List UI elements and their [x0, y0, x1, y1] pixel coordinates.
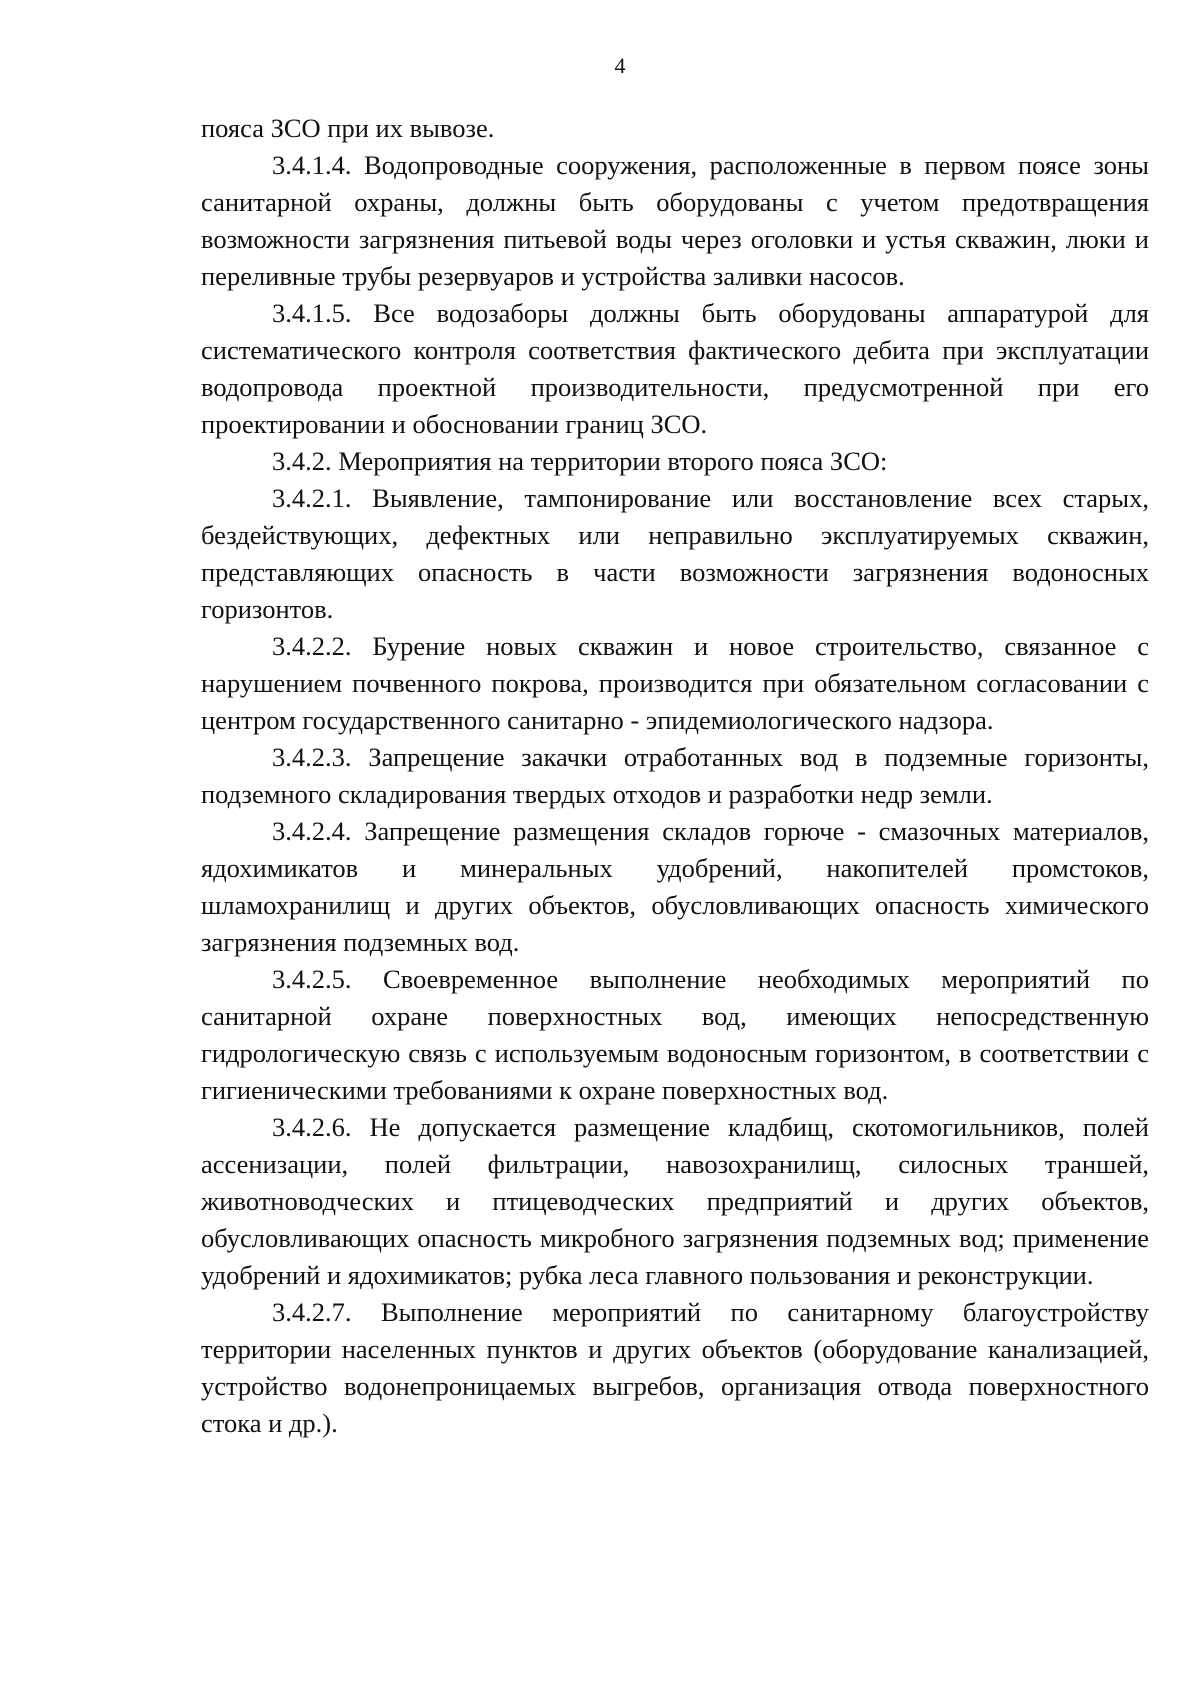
paragraph-3-4-2-4: 3.4.2.4. Запрещение размещения складов горюче - смазочных материалов, ядохимикатов и минеральных удобрений, накопителей промстоков, шламохранилищ и других объектов, обусловливающих опасность химического загрязнения подземных вод. — [201, 816, 1149, 957]
paragraph-3-4-2-5: 3.4.2.5. Своевременное выполнение необходимых мероприятий по санитарной охране поверхностных вод, имеющих непосредственную гидрологическую связь с используемым водоносным горизонтом, в соответствии с гигиеническими требованиями к охране поверхностных вод. — [201, 964, 1149, 1105]
paragraph-3-4-2-1: 3.4.2.1. Выявление, тампонирование или восстановление всех старых, бездействующих, дефектных или неправильно эксплуатируемых скважин, представляющих опасность в части возможности загрязнения водоносных горизонтов. — [201, 483, 1149, 624]
paragraph-continuation: пояса ЗСО при их вывозе. — [201, 113, 495, 143]
paragraph-3-4-2-2: 3.4.2.2. Бурение новых скважин и новое строительство, связанное с нарушением почвенного покрова, производится при обязательном согласовании с центром государственного санитарно - эпидемиологического надзора. — [201, 631, 1149, 735]
paragraph-3-4-2-6: 3.4.2.6. Не допускается размещение кладбищ, скотомогильников, полей ассенизации, полей фильтрации, навозохранилищ, силосных траншей, животноводческих и птицеводческих предприятий и других объектов, обусловливающих опасность микробного загрязнения подземных вод; применение удобрений и ядохимикатов; рубка леса главного пользования и реконструкции. — [201, 1112, 1149, 1290]
page-number: 4 — [614, 53, 626, 78]
paragraph-3-4-1-4: 3.4.1.4. Водопроводные сооружения, расположенные в первом поясе зоны санитарной охраны, должны быть оборудованы с учетом предотвращения возможности загрязнения питьевой воды через оголовки и устья скважин, люки и переливные трубы резервуаров и устройства заливки насосов. — [201, 150, 1149, 291]
paragraph-3-4-2-7: 3.4.2.7. Выполнение мероприятий по санитарному благоустройству территории населенных пунктов и других объектов (оборудование канализацией, устройство водонепроницаемых выгребов, организация отвода поверхностного стока и др.). — [201, 1297, 1149, 1438]
paragraph-3-4-2-3: 3.4.2.3. Запрещение закачки отработанных вод в подземные горизонты, подземного складирования твердых отходов и разработки недр земли. — [201, 742, 1149, 809]
paragraph-3-4-1-5: 3.4.1.5. Все водозаборы должны быть оборудованы аппаратурой для систематического контроля соответствия фактического дебита при эксплуатации водопровода проектной производительности, предусмотренной при его проектировании и обосновании границ ЗСО. — [201, 298, 1149, 439]
paragraph-3-4-2: 3.4.2. Мероприятия на территории второго пояса ЗСО: — [272, 446, 888, 476]
document-body — [201, 110, 1149, 1442]
